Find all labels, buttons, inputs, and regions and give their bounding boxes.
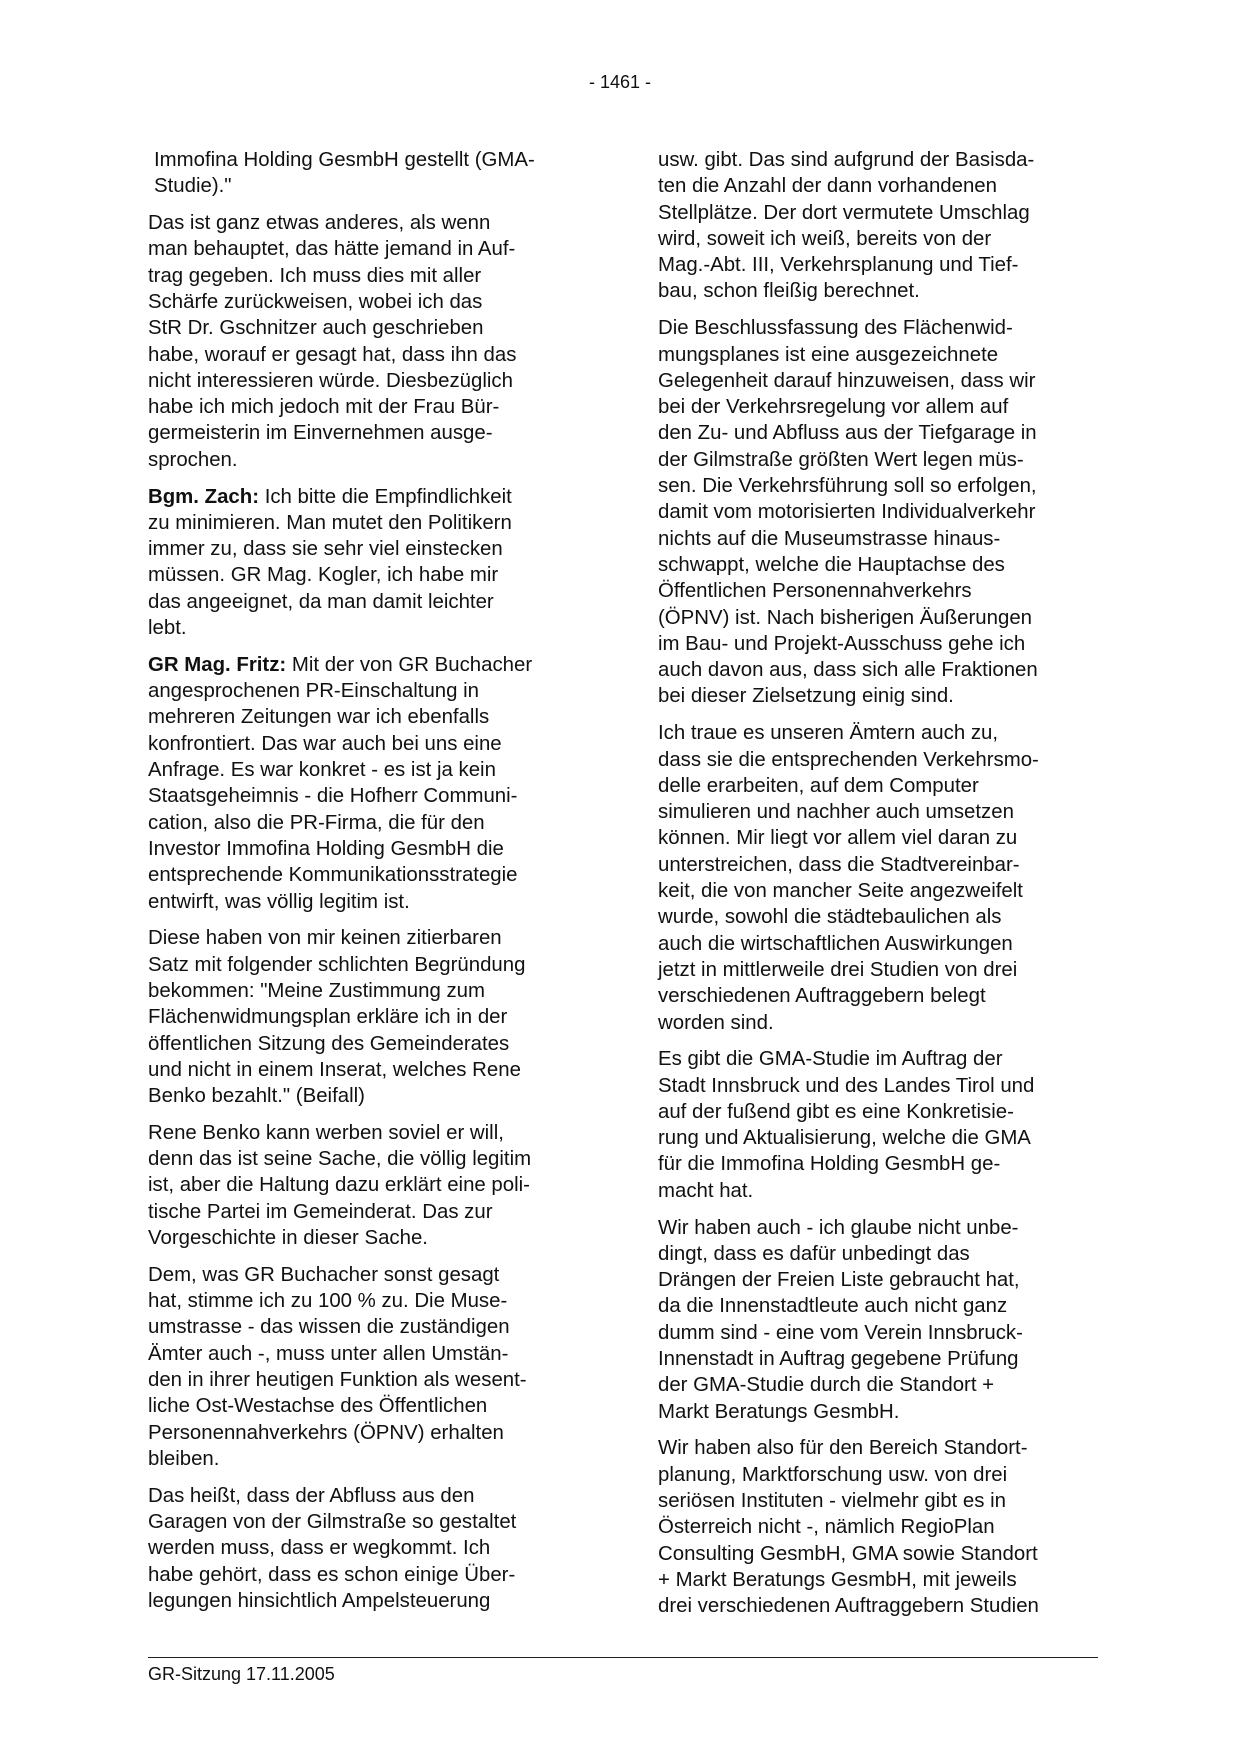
paragraph-basisdaten: usw. gibt. Das sind aufgrund der Basisda- ten die Anzahl der dann vorhandenen Stellplätze. Der dort vermutete Umschlag wird, soweit ich weiß, bereits von der Mag.-Abt. III, Verkehrsplanung und Tief- bau, schon fleißig berechnet.: [658, 149, 1035, 303]
paragraph-gma-studie: Es gibt die GMA-Studie im Auftrag der Stadt Innsbruck und des Landes Tirol und auf der fußend gibt es eine Konkretisie- rung und Aktualisierung, welche die GMA für die Immofina Holding GesmbH ge- macht hat.: [658, 1048, 1035, 1202]
speaker-name: Bgm. Zach:: [148, 485, 260, 508]
paragraph-abfluss-garagen: Das heißt, dass der Abfluss aus den Garagen von der Gilmstraße so gestaltet werden muss, dass er wegkommt. Ich habe gehört, dass es schon einige Über- legungen hinsichtlich Ampelsteuerung: [148, 1484, 517, 1612]
paragraph-rene-benko: Rene Benko kann werben soviel er will, denn das ist seine Sache, die völlig legitim ist, aber die Haltung dazu erklärt eine poli- tische Partei im Gemeinderat. Das zur Vorgeschichte in dieser Sache.: [148, 1121, 532, 1250]
paragraph-immofina-quote-end: Immofina Holding GesmbH gestellt (GMA- Studie).": [154, 149, 535, 198]
paragraph-beschlussfassung: Die Beschlussfassung des Flächenwid- mungsplanes ist eine ausgezeichnete Gelegenheit darauf hinzuweisen, dass wir bei der Verkehrsregelung vor allem auf den Zu- und Abfluss aus der Tiefgarage in der Gilmstraße größten Wert legen müs- sen. Die Verkehrsführung soll so erfolgen, damit vom motorisierten Individualverkehr nichts auf die Museumstrasse hinaus- schwappt, welche die Hauptachse des Öffentlichen Personennahverkehrs (ÖPNV) ist. Nach bisherigen Äußerungen im Bau- und Projekt-Ausschuss gehe ich auch davon aus, dass sich alle Fraktionen bei dieser Zielsetzung einig sind.: [658, 317, 1038, 708]
speech-text: Ich bitte die Empfindlichkeit zu minimieren. Man mutet den Politikern immer zu, dass sie sehr viel einstecken müssen. GR Mag. Kogler, ich habe mir das angeeignet, da man damit leichter lebt.: [148, 485, 512, 640]
speech-text: Mit der von GR Buchacher angesprochenen PR-Einschaltung in mehreren Zeitungen war ich ebenfalls konfrontiert. Das war auch bei uns eine Anfrage. Es war konkret - es ist ja kein Staatsgeheimnis - die Hofherr Communi- cation, also die PR-Firma, die für den Investor Immofina Holding GesmbH die entsprechende Kommunikationsstrategie entwirft, was völlig legitim ist.: [148, 653, 533, 913]
paragraph-drei-institute: Wir haben also für den Bereich Standort- planung, Marktforschung usw. von drei seriösen Instituten - vielmehr gibt es in Österreich nicht -, nämlich RegioPlan Consulting GesmbH, GMA sowie Standort + Markt Beratungs GesmbH, mit jeweils drei verschiedenen Auftraggebern Studien: [658, 1437, 1039, 1618]
speaker-name: GR Mag. Fritz:: [148, 653, 287, 676]
footer-divider: [148, 1657, 1098, 1658]
right-column: [658, 147, 1098, 1630]
paragraph-verkehrsmodelle: Ich traue es unseren Ämtern auch zu, dass sie die entsprechenden Verkehrsmo- delle erarbeiten, auf dem Computer simulieren und nachher auch umsetzen können. Mir liegt vor allem viel daran zu unterstreichen, dass die Stadtvereinbar- keit, die von mancher Seite angezweifelt wurde, sowohl die städtebaulichen als auch die wirtschaftlichen Auswirkungen jetzt in mittlerweile drei Studien von drei verschiedenen Auftraggebern belegt worden sind.: [658, 722, 1039, 1034]
paragraph-museumstrasse: Dem, was GR Buchacher sonst gesagt hat, stimme ich zu 100 % zu. Die Muse- umstrasse - das wissen die zuständigen Ämter auch -, muss unter allen Umstän- den in ihrer heutigen Funktion als wesent- liche Ost-Westachse des Öffentlichen Personennahverkehrs (ÖPNV) erhalten bleiben.: [148, 1263, 527, 1470]
page-number: - 1461 -: [588, 72, 652, 92]
footer-session-date: GR-Sitzung 17.11.2005: [148, 1664, 335, 1684]
paragraph-quote-zustimmung: Diese haben von mir keinen zitierbaren Satz mit folgender schlichten Begründung bekommen: "Meine Zustimmung zum Flächenwidmungsplan erkläre ich in der öffentlichen Sitzung des Gemeinderates und nicht in einem Inserat, welches Rene Benko bezahlt." (Beifall): [148, 927, 526, 1108]
paragraph-innenstadt-pruefung: Wir haben auch - ich glaube nicht unbe- dingt, dass es dafür unbedingt das Drängen der Freien Liste gebraucht hat, da die Innenstadtleute auch nicht ganz dumm sind - eine vom Verein Innsbruck- Innenstadt in Auftrag gegebene Prüfung der GMA-Studie durch die Standort + Markt Beratungs GesmbH.: [658, 1216, 1023, 1423]
left-column: [148, 147, 588, 1625]
paragraph-gr-fritz: [148, 652, 588, 915]
paragraph-rebuttal: Das ist ganz etwas anderes, als wenn man behauptet, das hätte jemand in Auf- trag gegeben. Ich muss dies mit aller Schärfe zurückweisen, wobei ich das StR Dr. Gschnitzer auch geschrieben habe, worauf er gesagt hat, dass ihn das nicht interessieren würde. Diesbezüglich habe ich mich jedoch mit der Frau Bür- germeisterin im Einvernehmen ausge- sprochen.: [148, 212, 517, 471]
paragraph-bgm-zach: [148, 484, 588, 642]
